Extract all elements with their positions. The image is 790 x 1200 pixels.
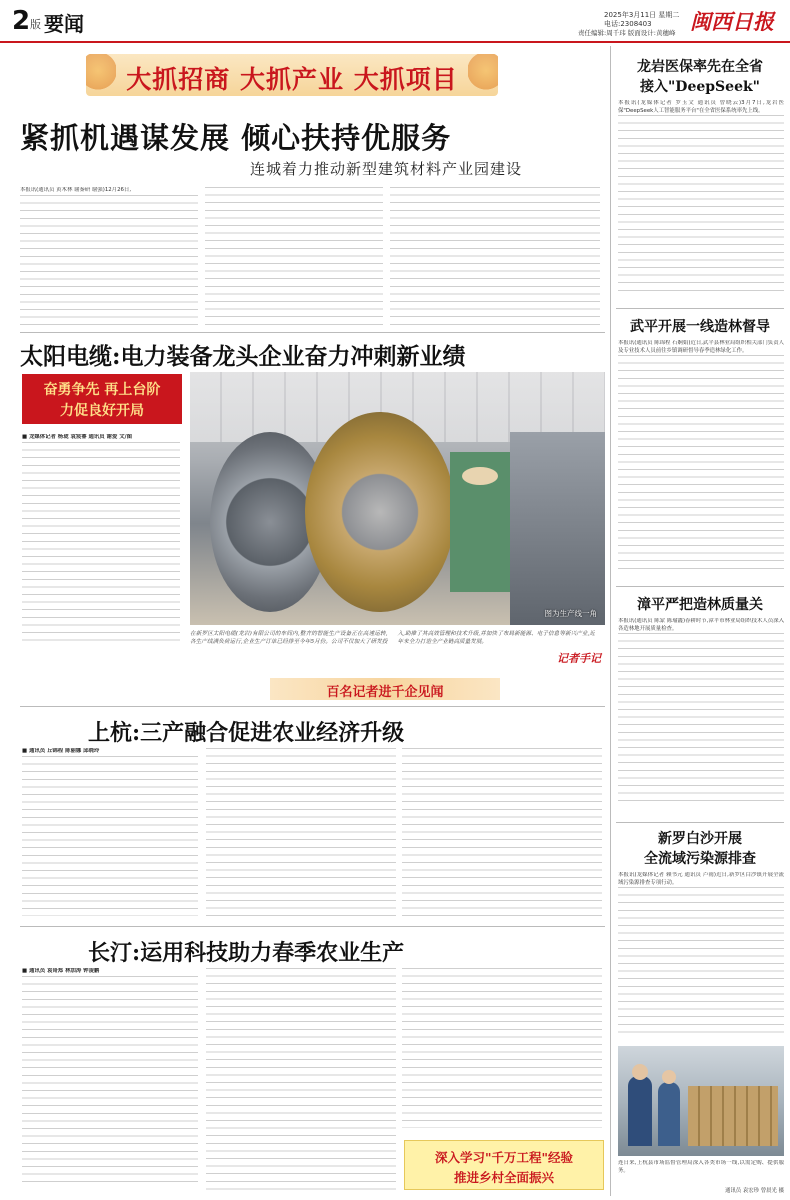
slogan-banner [86, 54, 498, 96]
right-a2-lede: 本报讯(通讯员 陈锦程 石娴娟)近日,武平县林业局组织相关部门负责人及专业技术人员前往乡镇调研督导春季造林绿化工作。 [618, 340, 784, 354]
changting-headline: 长汀:运用科技助力春季农业生产 [88, 940, 405, 966]
right-a1-headline-line-2: 接入"DeepSeek" [640, 79, 760, 95]
column-banner-text: 百名记者进千企见闻 [326, 685, 444, 700]
right-a4-lede: 本报讯(龙媒体记者 赖书元 通讯员 卢雨)近日,新罗区白沙镇开展全流域污染源排查专项行动。 [618, 872, 784, 886]
solar-badge [22, 374, 182, 424]
right-a4-headline-line-2: 全流域污染源排查 [644, 851, 756, 867]
right-rule-3 [616, 822, 784, 823]
solar-caption-box [190, 628, 605, 680]
factory-photo-caption: 图为生产线一角 [544, 609, 597, 618]
solar-byline: ■ 龙媒体记者 杨珑 袁宸睿 通讯员 谢爱 文/图 [22, 434, 132, 440]
solar-body [22, 434, 180, 660]
editor-credit: 责任编辑:周千玮 版面设计:黄穗峰 [578, 29, 676, 37]
column-divider [610, 46, 611, 1196]
campaign-box [404, 1140, 604, 1190]
shanghang-byline: ■ 通讯员 丘锦程 陈丽娜 邱晓玲 [22, 748, 100, 754]
market-photo [618, 1046, 784, 1156]
right-a4-body [618, 872, 784, 1042]
solar-headline: 太阳电缆:电力装备龙头企业奋力冲刺新业绩 [20, 343, 466, 370]
right-a2-headline: 武平开展一线造林督导 [630, 319, 770, 335]
rule-3 [20, 926, 605, 927]
lead-body-col-1 [20, 187, 198, 327]
shanghang-headline: 上杭:三产融合促进农业经济升级 [88, 720, 405, 746]
shanghang-body-col-3 [402, 748, 602, 920]
right-a2-body [618, 340, 784, 580]
lead-body-col-2 [205, 187, 383, 327]
right-rule-2 [616, 586, 784, 587]
page-number: 2 [12, 6, 31, 36]
lead-subheadline: 连城着力推动新型建筑材料产业园建设 [250, 160, 523, 178]
changting-body-col-1 [22, 968, 198, 1190]
changting-body-col-3 [402, 968, 602, 1128]
newsroom-phone: 电话:2308403 [604, 20, 652, 28]
reporter-note-tag: 记者手记 [557, 652, 601, 665]
right-a3-headline: 漳平严把造林质量关 [637, 597, 763, 613]
right-a1-lede: 本报讯(龙媒体记者 罗玉文 通讯员 曾晓云)3月7日,龙岩医保"DeepSeek人工智能服务平台"在全省医保系统率先上线。 [618, 100, 784, 114]
right-a1-headline-line-1: 龙岩医保率先在全省 [637, 59, 763, 75]
factory-photo [190, 372, 605, 625]
masthead-rule [0, 41, 790, 43]
market-photo-caption: 连日来,上杭县市场监督管理局深入各类市场一线,以需定购、提供服务。 [618, 1160, 784, 1174]
solar-caption-text: 在新罗区太阳电缆(龙岩)有限公司的车间内,整齐的智能生产设备正在高速运转,各生产线满负荷运行,企业生产订单已经排至今年5月份。公司不仅加大了研发投入,助推了其高效管理和技术升级,并加快了布局新能源、电子信息等新兴产业,近年来全力打造全产业链高质量发展。 [190, 631, 595, 645]
newspaper-logo: 闽西日报 [690, 9, 774, 34]
right-a4-headline-line-1: 新罗白沙开展 [658, 831, 742, 847]
issue-date: 2025年3月11日 星期二 [604, 11, 680, 19]
campaign-line-1: 深入学习"千万工程"经验 [434, 1150, 574, 1165]
solar-badge-line-2: 力促良好开局 [60, 403, 144, 419]
campaign-line-2: 推进乡村全面振兴 [453, 1170, 554, 1185]
lead-byline: 本报讯(通讯员 黄木林 谢秦研 谢强)12月26日, [20, 187, 132, 193]
changting-body-col-2 [206, 968, 396, 1190]
lead-headline: 紧抓机遇谋发展 倾心扶持优服务 [20, 121, 452, 155]
market-photo-credit: 通讯员 袁宏珍 曾晨光 摄 [724, 1188, 784, 1194]
shanghang-body-col-1 [22, 748, 198, 920]
column-banner [270, 678, 500, 700]
slogan-text: 大抓招商 大抓产业 大抓项目 [126, 65, 458, 94]
changting-byline: ■ 通讯员 袁哥郑 林加涛 钟凌鹏 [22, 968, 100, 974]
lead-body-col-3 [390, 187, 600, 327]
right-a3-lede: 本报讯(通讯员 陈蒙 陈瑜鑫)春耕时节,漳平市林业局组织技术人员深入各造林地开展质量检查。 [618, 618, 784, 632]
right-a3-body [618, 618, 784, 808]
right-a1-body [618, 100, 784, 300]
masthead [0, 0, 790, 44]
page-number-unit: 版 [30, 18, 41, 31]
solar-badge-line-1: 奋勇争先 再上台阶 [43, 382, 161, 398]
rule-1 [20, 332, 605, 333]
section-name: 要闻 [44, 12, 84, 36]
right-rule-1 [616, 308, 784, 309]
rule-2 [20, 706, 605, 707]
shanghang-body-col-2 [206, 748, 396, 920]
